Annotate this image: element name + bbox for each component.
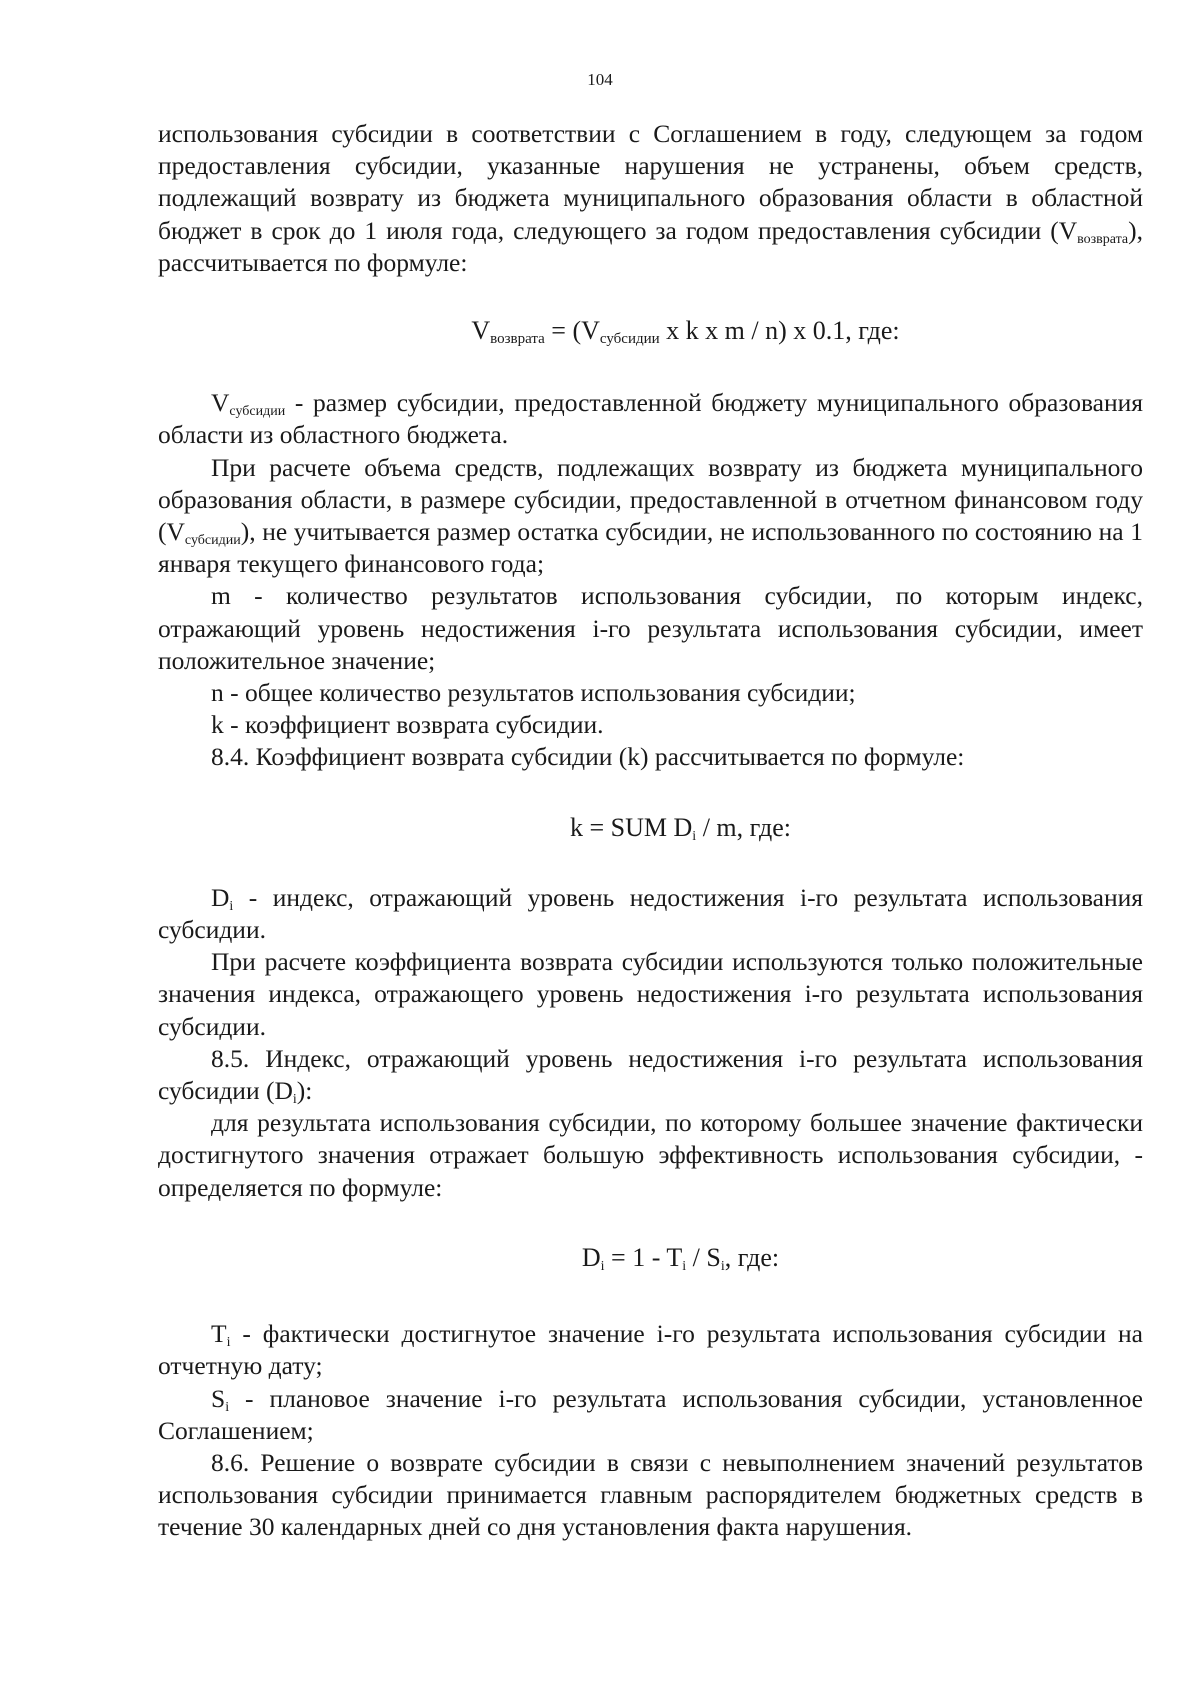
- paragraph-v-subsidy-def: $V_{субсидии}$ - размер субсидии, предоставленной бюджету муниципального образования области из областного бюджета.: [158, 388, 1143, 450]
- paragraph-positive-values: При расчете коэффициента возврата субсидии используются только положительные значения индекса, отражающего уровень недостижения i-го результата использования субсидии.: [158, 947, 1143, 1041]
- paragraph-si-def: $S_i$ - плановое значение i-го результата использования субсидии, установленное Соглашением;: [158, 1383, 1143, 1445]
- formula-di: $D_i = 1 - T_i / S_i$, где:: [581, 1242, 780, 1274]
- page-number: 104: [587, 70, 613, 89]
- paragraph-8-6: 8.6. Решение о возврате субсидии в связи с невыполнением значений результатов использования субсидии принимается главным распорядителем бюджетных средств в течение 30 календарных дней со дня установления факта нарушения.: [158, 1447, 1143, 1542]
- paragraph-intro: использования субсидии в соответствии с Соглашением в году, следующем за годом предоставления субсидии, указанные нарушения не устранены, объем средств, подлежащий возврату из бюджета муниципального образования области в областной бюджет в срок до 1 июля года, следующего за годом предоставления субсидии $(V_{возврата})$, рассчитывается по формуле:: [158, 119, 1143, 277]
- paragraph-n-def: n - общее количество результатов использования субсидии;: [211, 678, 856, 708]
- document-body: [158, 118, 1143, 1544]
- paragraph-8-5: 8.5. Индекс, отражающий уровень недостижения i-го результата использования субсидии $(D_i)$:: [158, 1043, 1143, 1108]
- formula-refund-volume: $V_{возврата} = (V_{субсидии}$ x k x m / n) x 0.1, где:: [471, 316, 900, 348]
- formula-k: k = SUM $D_i$ / m, где:: [570, 812, 791, 844]
- paragraph-calc-note: При расчете объема средств, подлежащих возврату из бюджета муниципального образования области, в размере субсидии, предоставленной в отчетном финансовом году $(V_{субсидии})$, не учитывается размер остатка субсидии, не использованного по состоянию на 1 января текущего финансового года;: [158, 452, 1143, 579]
- paragraph-ti-def: $T_i$ - фактически достигнутое значение i-го результата использования субсидии на отчетную дату;: [158, 1319, 1143, 1381]
- paragraph-8-4: 8.4. Коэффициент возврата субсидии (k) рассчитывается по формуле:: [211, 742, 965, 772]
- paragraph-di-def: $D_i$ - индекс, отражающий уровень недостижения i-го результата использования субсидии.: [158, 882, 1143, 945]
- paragraph-m-def: m - количество результатов использования субсидии, по которым индекс, отражающий уровень недостижения i-го результата использования субсидии, имеет положительное значение;: [158, 581, 1143, 675]
- paragraph-result-rule: для результата использования субсидии, по которому большее значение фактически достигнутого значения отражает большую эффективность использования субсидии, - определяется по формуле:: [158, 1108, 1143, 1202]
- paragraph-k-def: k - коэффициент возврата субсидии.: [211, 710, 604, 740]
